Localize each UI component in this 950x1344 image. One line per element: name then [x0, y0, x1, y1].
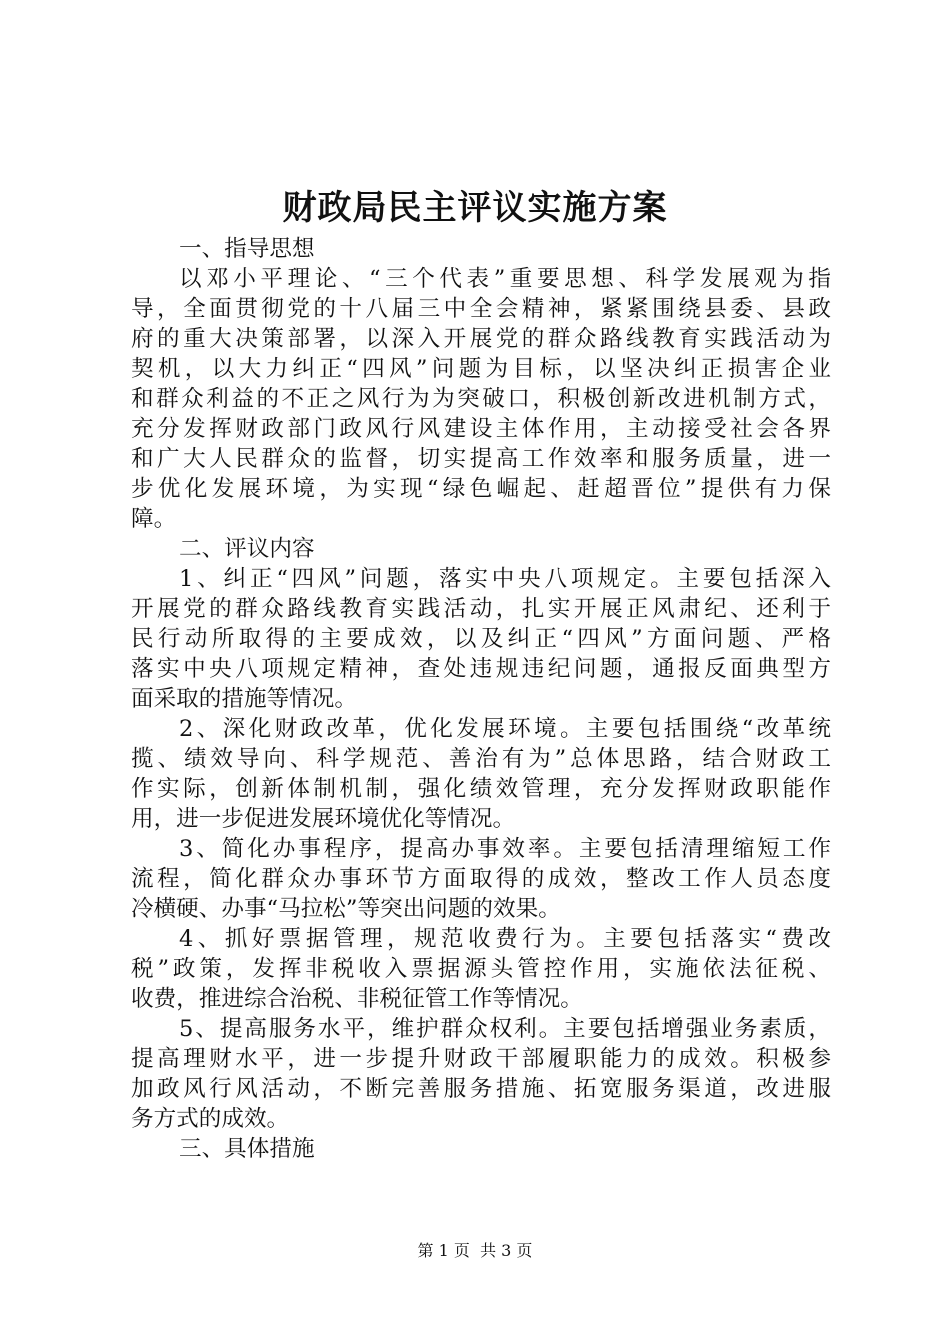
document-title: 财政局民主评议实施方案 [282, 188, 668, 228]
body-text-line: 加政风行风活动，不断完善服务措施、拓宽服务渠道，改进服 [131, 1076, 831, 1102]
body-text-line: 5、提高服务水平，维护群众权利。主要包括增强业务素质， [179, 1016, 831, 1042]
body-text-line: 冷横硬、办事“马拉松”等突出问题的效果。 [131, 896, 561, 922]
body-text-line: 提高理财水平，进一步提升财政干部履职能力的成效。积极参 [131, 1046, 831, 1072]
body-text-line: 以邓小平理论、“三个代表”重要思想、科学发展观为指 [179, 266, 831, 292]
body-text-line: 落实中央八项规定精神，查处违规违纪问题，通报反面典型方 [131, 656, 831, 682]
body-text-line: 府的重大决策部署，以深入开展党的群众路线教育实践活动为 [131, 326, 831, 352]
body-text-line: 揽、绩效导向、科学规范、善治有为”总体思路，结合财政工 [131, 746, 831, 772]
body-text-line: 开展党的群众路线教育实践活动，扎实开展正风肃纪、还利于 [131, 596, 831, 622]
body-text-line: 步优化发展环境，为实现“绿色崛起、赶超晋位”提供有力保 [131, 476, 831, 502]
body-text-line: 2、深化财政改革，优化发展环境。主要包括围绕“改革统 [179, 716, 831, 742]
body-text-line: 流程，简化群众办事环节方面取得的成效，整改工作人员态度 [131, 866, 831, 892]
body-text-line: 障。 [131, 506, 177, 532]
body-text-line: 民行动所取得的主要成效，以及纠正“四风”方面问题、严格 [131, 626, 831, 652]
section-heading: 一、指导思想 [179, 236, 315, 262]
body-text-line: 4、抓好票据管理，规范收费行为。主要包括落实“费改 [179, 926, 831, 952]
body-text-line: 契机，以大力纠正“四风”问题为目标，以坚决纠正损害企业 [131, 356, 831, 382]
body-text-line: 务方式的成效。 [131, 1106, 290, 1132]
body-text-line: 导，全面贯彻党的十八届三中全会精神，紧紧围绕县委、县政 [131, 296, 831, 322]
body-text-line: 面采取的措施等情况。 [131, 686, 357, 712]
section-heading: 二、评议内容 [179, 536, 315, 562]
body-text-line: 1、纠正“四风”问题，落实中央八项规定。主要包括深入 [179, 566, 831, 592]
body-text-line: 税”政策，发挥非税收入票据源头管控作用，实施依法征税、 [131, 956, 831, 982]
document-body [131, 234, 831, 1164]
body-text-line: 和广大人民群众的监督，切实提高工作效率和服务质量，进一 [131, 446, 831, 472]
page-footer: 第 1 页 共 3 页 [417, 1241, 533, 1260]
body-text-line: 3、简化办事程序，提高办事效率。主要包括清理缩短工作 [179, 836, 831, 862]
body-text-line: 和群众利益的不正之风行为为突破口，积极创新改进机制方式， [131, 386, 831, 412]
body-text-line: 收费，推进综合治税、非税征管工作等情况。 [131, 986, 583, 1012]
body-text-line: 充分发挥财政部门政风行风建设主体作用，主动接受社会各界 [131, 416, 831, 442]
section-heading: 三、具体措施 [179, 1136, 315, 1162]
body-text-line: 用，进一步促进发展环境优化等情况。 [131, 806, 516, 832]
body-text-line: 作实际，创新体制机制，强化绩效管理，充分发挥财政职能作 [131, 776, 831, 802]
